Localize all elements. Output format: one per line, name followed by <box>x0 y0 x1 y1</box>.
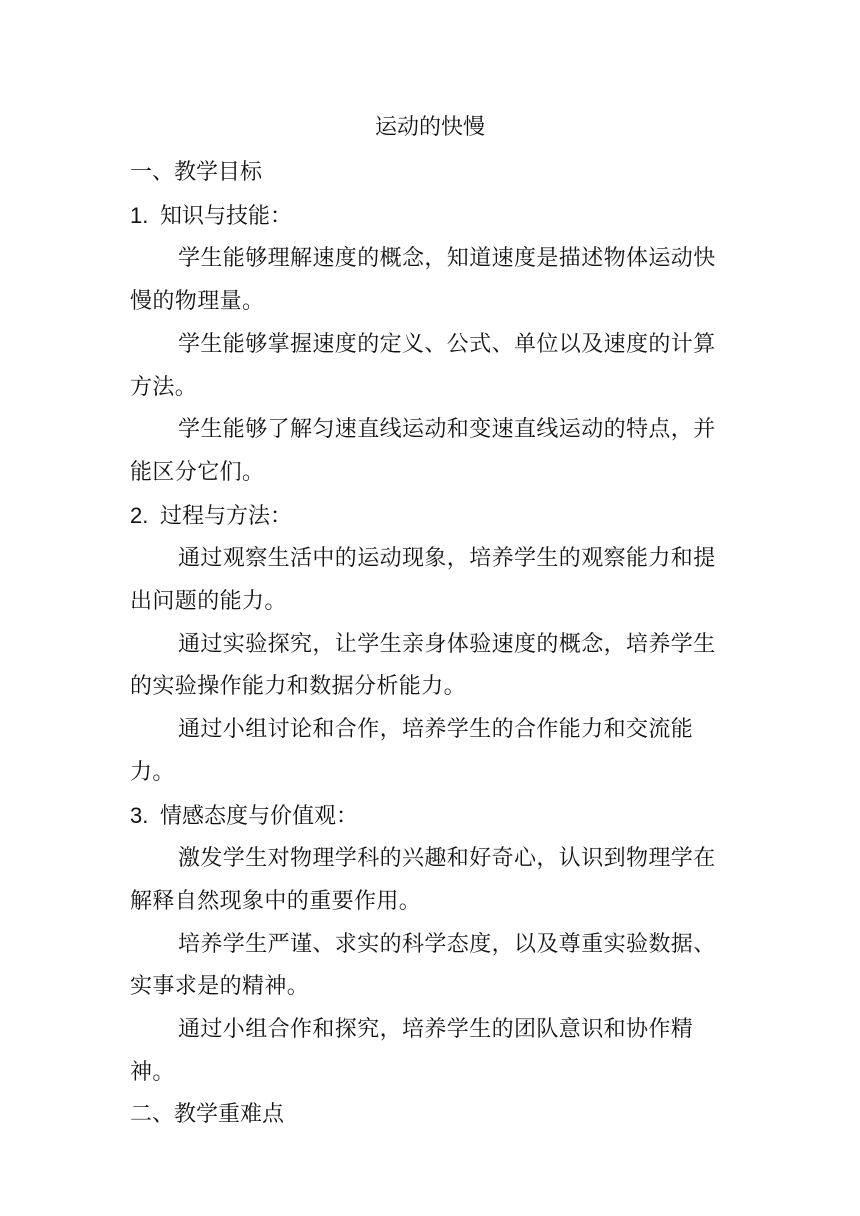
document-title: 运动的快慢 <box>374 115 485 140</box>
paragraph: 学生能够了解匀速直线运动和变速直线运动的特点，并能区分它们。 <box>130 417 716 485</box>
subheading-process-methods <box>130 495 730 539</box>
subheading-label: 知识与技能： <box>160 203 293 229</box>
subheading-label: 过程与方法： <box>160 503 293 529</box>
paragraph: 激发学生对物理学科的兴趣和好奇心，认识到物理学在解释自然现象中的重要作用。 <box>130 846 716 914</box>
paragraph: 培养学生严谨、求实的科学态度，以及尊重实验数据、实事求是的精神。 <box>130 931 716 1000</box>
section-heading-key-difficulties: 二、教学重难点 <box>130 1102 285 1128</box>
paragraph: 学生能够掌握速度的定义、公式、单位以及速度的计算方法。 <box>130 331 716 400</box>
paragraph: 通过小组讨论和合作，培养学生的合作能力和交流能力。 <box>130 717 694 785</box>
paragraph: 通过小组合作和探究，培养学生的团队意识和协作精神。 <box>130 1017 694 1085</box>
document-body <box>130 152 730 1137</box>
subheading-number: 1. <box>130 202 149 228</box>
section-heading-objectives: 一、教学目标 <box>130 160 263 185</box>
paragraph: 学生能够理解速度的概念，知道速度是描述物体运动快慢的物理量。 <box>130 246 716 315</box>
paragraph: 通过实验探究，让学生亲身体验速度的概念，培养学生的实验操作能力和数据分析能力。 <box>130 631 716 700</box>
subheading-attitudes-values <box>130 795 730 839</box>
subheading-label: 情感态度与价值观： <box>160 803 359 829</box>
subheading-knowledge-skills <box>130 195 730 239</box>
paragraph: 通过观察生活中的运动现象，培养学生的观察能力和提出问题的能力。 <box>130 546 716 615</box>
subheading-number: 2. <box>130 502 149 528</box>
subheading-number: 3. <box>130 802 149 828</box>
